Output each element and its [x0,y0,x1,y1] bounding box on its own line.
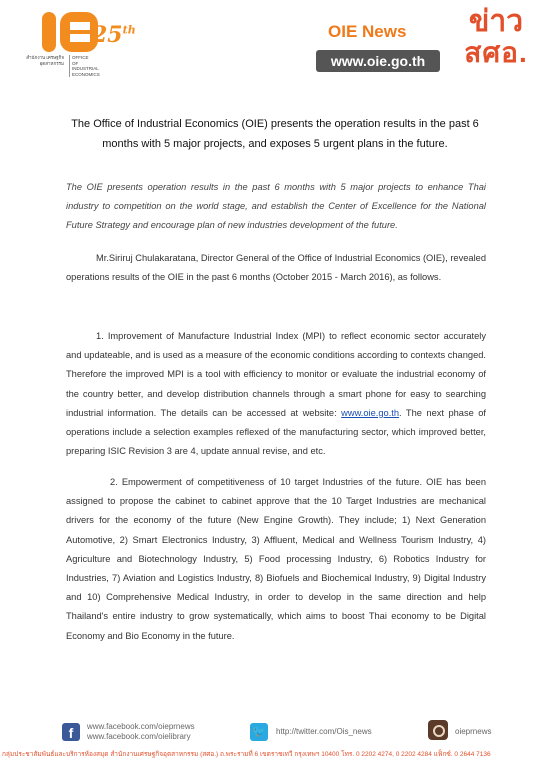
article-paragraph-3: 2. Empowerment of competitiveness of 10 target Industries of the future. OIE has been assigned to propose the cabinet to cabinet approve that the 10 Target Industries are mechanical drivers for the economy of the future (New Engine Growth). They include; 1) Next Generation Automotive, 2) Smart Electronics Industry, 3) Affluent, Medical and Wellness Tourism Industry, 4) Agriculture and Biotechnology Industry, 5) Food processing Industry, 6) Robotics Industry for Industries, 7) Aviation and Logistics Industry, 8) Biofuels and Biochemical Industry, 9) Digital Industry and 10) Comprehensive Medical Industry, in order to develop in the same direction and help Thailand's entire industry to grow systematically, which aims to boost Thai economy to be Digital Economy and Bio Economy in the future. [66,477,486,641]
oie-logo-icon [40,10,100,54]
article-paragraph-1: Mr.Siriruj Chulakaratana, Director General of the Office of Industrial Economics (OIE), revealed operations results of the OIE in the past 6 months (October 2015 - March 2016), as follows. [66,253,486,283]
facebook-links [87,722,195,742]
news-label: OIE News [328,22,407,41]
article-lead: The OIE presents operation results in the past 6 months with 5 major projects to enhance Thai industry to competition on the world stage, and establish the Center of Excellence for the National Future Strategy and encourage plan of new industries development of the future. [66,182,486,230]
website-badge[interactable]: www.oie.go.th [316,50,440,72]
paragraph-2-text-b: . The next phase of operations include a selection examples reflexed of the manufacturing sector, which improved better, preparing ISIC Revision 3 are 4, update annual revise, and etc. [66,407,486,457]
thai-brand [446,6,546,68]
article-title: The Office of Industrial Economics (OIE) presents the operation results in the past 6 months with 5 major projects, and exposes 5 urgent plans in the future. [71,118,479,150]
footer-address: กลุ่มประชาสัมพันธ์และบริการห้องสมุด สำนักงานเศรษฐกิจอุตสาหกรรม (สศอ.) ถ.พระรามที่ 6 เขตราชเทวี กรุงเทพฯ 10400 โทร. 0 2202 4274, 0 2202 4284 แฟ็กซ์. 0 2644 7136 [2,751,491,758]
thai-brand-line1: ข่าว [468,5,524,38]
paragraph-2-text-a: 1. Improvement of Manufacture Industrial Index (MPI) to reflect economic sector accurately and updateable, and is used as a measure of the economic conditions according to contexts changed. Therefore the improved MPI is a tool with efficiency to monitor or evaluate the industrial economy of the country better, and develop distribution channels through a smart phone for easy to searching industrial information. The details can be accessed at website: [66,331,486,418]
article-paragraph-2 [66,327,486,461]
thai-brand-line2: สศอ. [464,37,528,68]
logo-caption-en-2: OF INDUSTRIAL ECONOMICS [72,60,100,77]
logo-caption-english [69,55,100,77]
twitter-link[interactable]: http://twitter.com/Ois_news [276,727,372,736]
instagram-icon[interactable] [428,720,448,740]
facebook-link-news[interactable]: www.facebook.com/oieprnews [87,722,195,731]
anniversary-suffix: th [122,23,136,37]
page-header [0,0,550,90]
twitter-icon[interactable]: 🐦 [250,723,268,741]
instagram-link[interactable]: oieprnews [455,727,492,736]
facebook-icon[interactable]: f [62,723,80,741]
logo-caption-en-1: OFFICE [72,55,89,60]
page-footer [0,715,550,777]
logo-caption-thai: สำนักงาน เศรษฐกิจอุตสาหกรรม [26,55,64,66]
anniversary-badge [92,22,136,48]
anniversary-number: 25 [92,22,123,48]
website-link[interactable]: www.oie.go.th [341,407,400,418]
facebook-link-library[interactable]: www.facebook.com/oielibrary [87,732,191,741]
